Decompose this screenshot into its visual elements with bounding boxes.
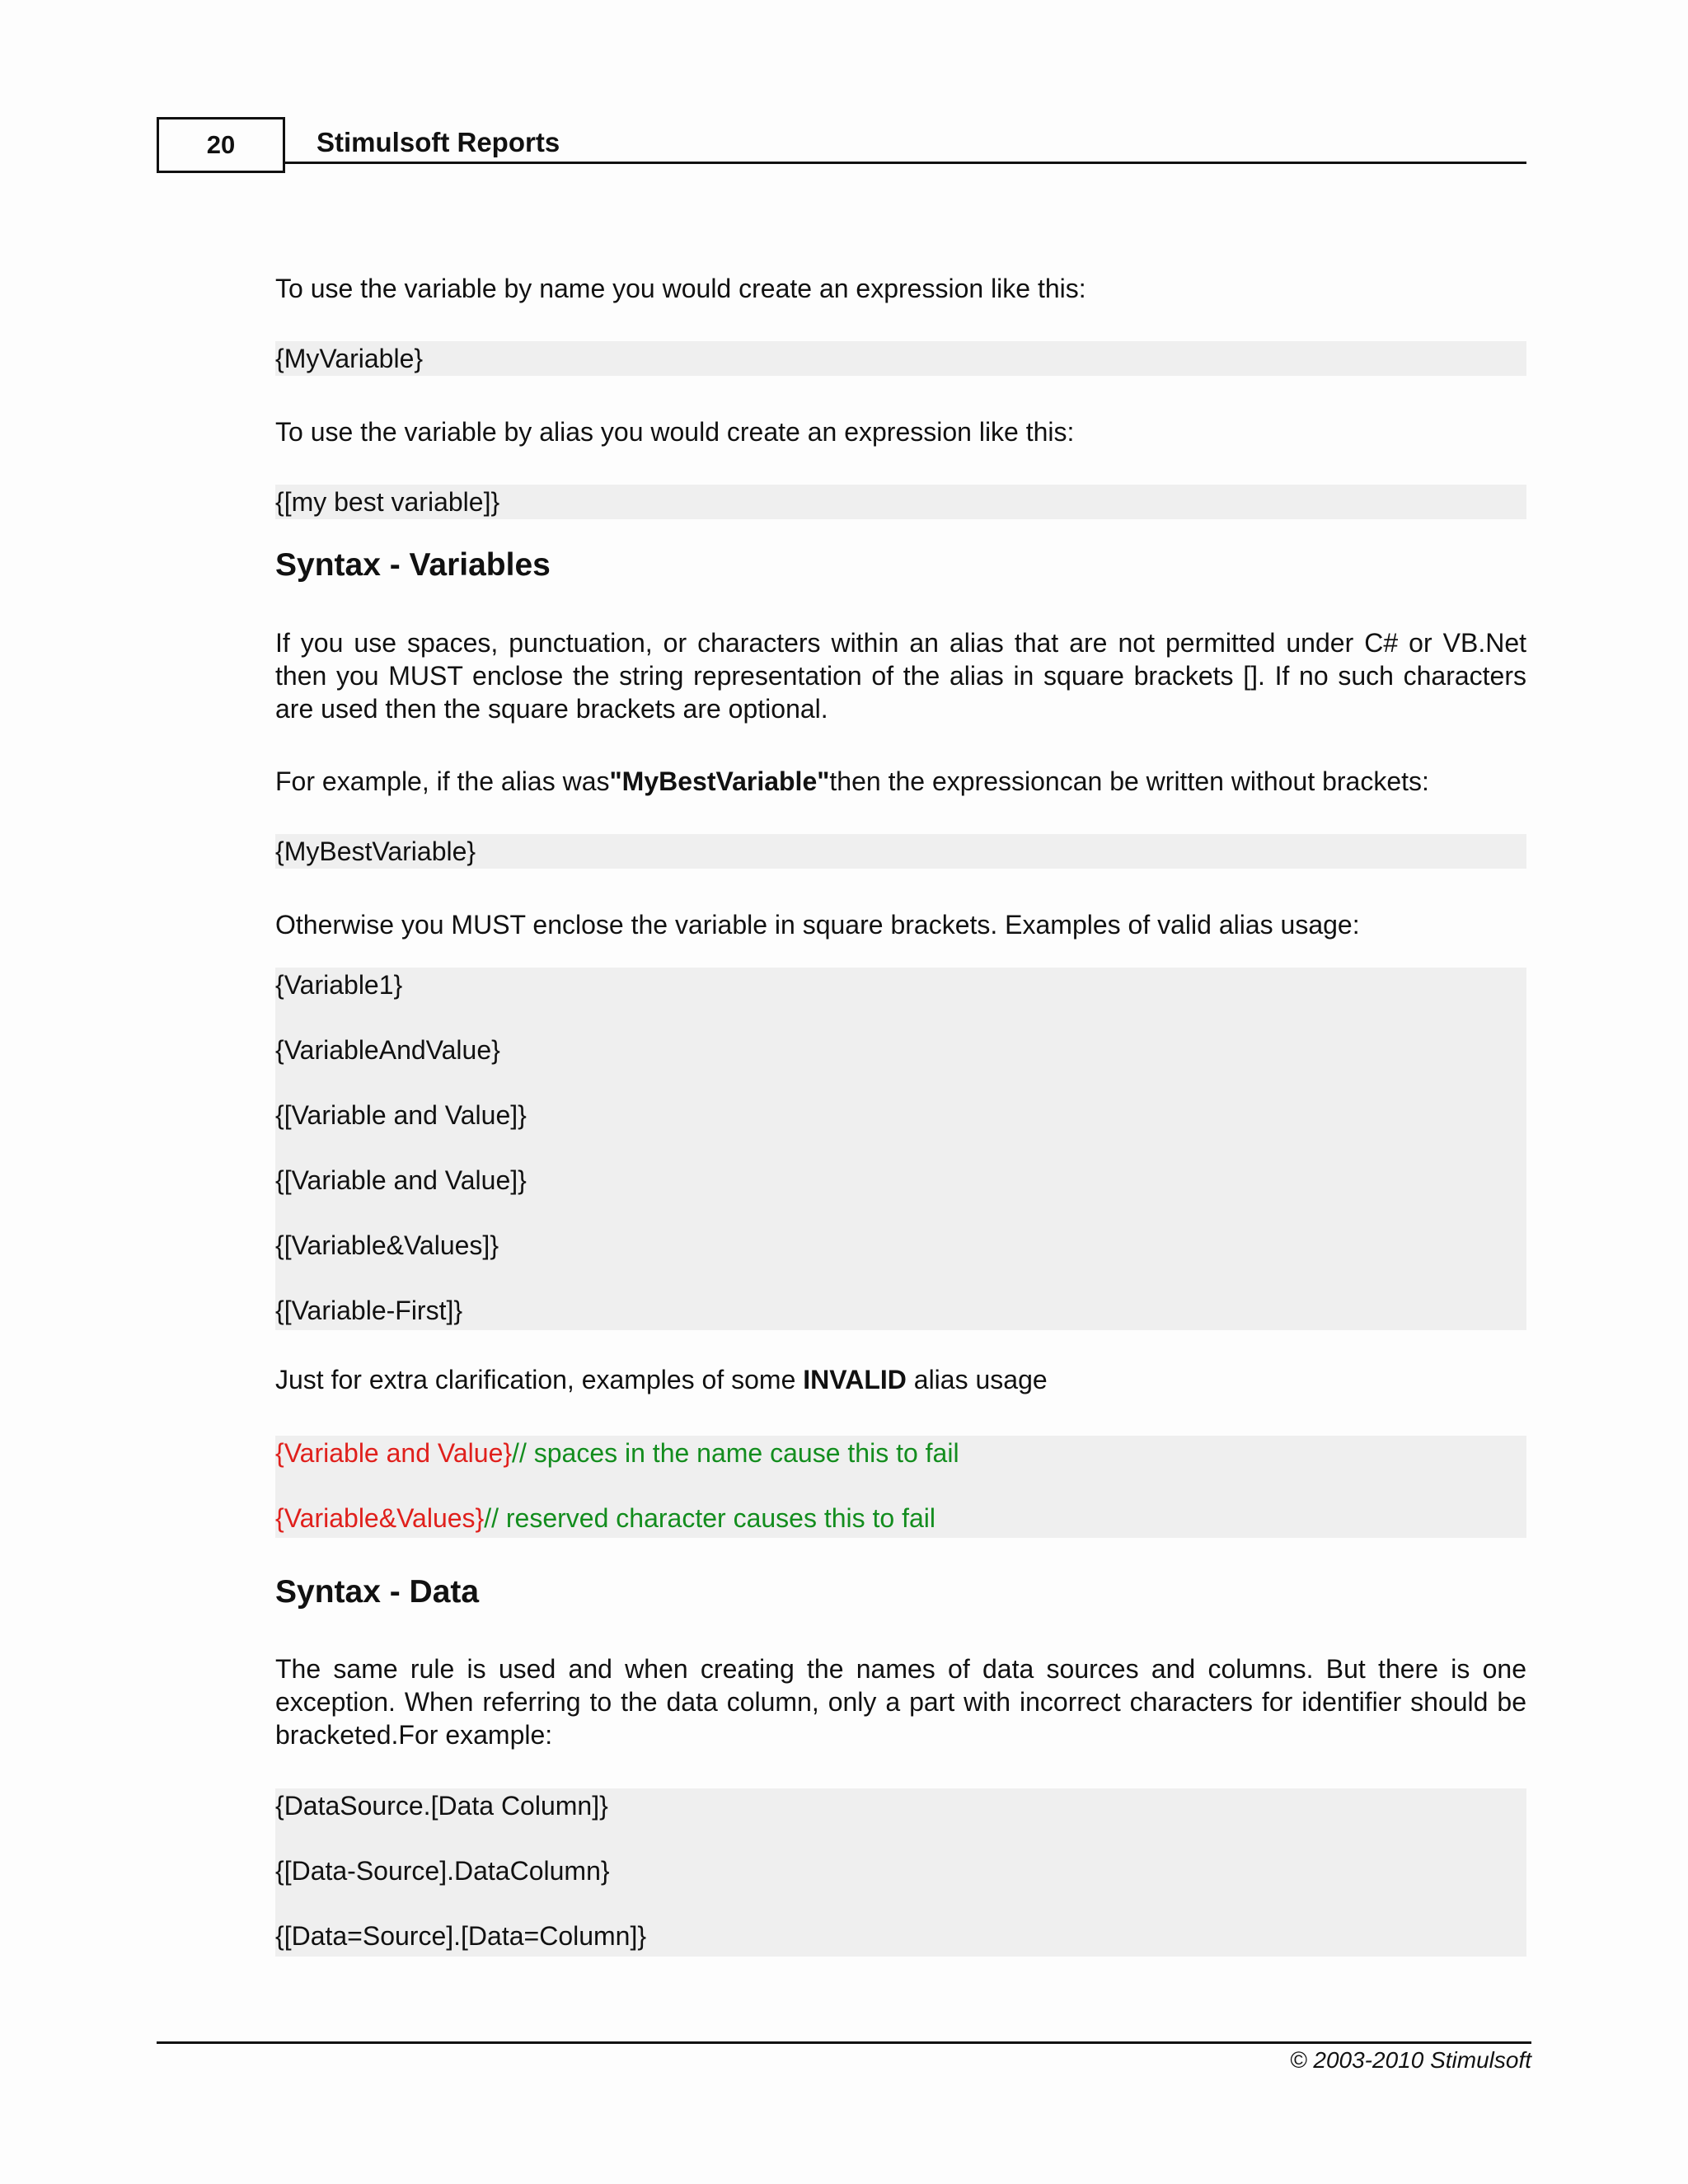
code-box-invalid-examples bbox=[275, 1436, 1526, 1538]
code-line: {Variable1} bbox=[275, 970, 403, 1000]
code-line: {MyBestVariable} bbox=[275, 837, 476, 866]
invalid-example-line bbox=[275, 1436, 959, 1469]
page-number-box bbox=[157, 117, 285, 173]
text-part: alias usage bbox=[906, 1365, 1048, 1394]
invalid-code: {Variable&Values} bbox=[275, 1503, 485, 1533]
paragraph-by-name: To use the variable by name you would create an expression like this: bbox=[275, 274, 1086, 303]
code-box-valid-examples bbox=[275, 968, 1526, 1330]
text-part: Just for extra clarification, examples of some bbox=[275, 1365, 804, 1394]
code-line: {[Data-Source].DataColumn} bbox=[275, 1856, 610, 1886]
code-box-mybestvariable bbox=[275, 834, 1526, 869]
header-rule bbox=[285, 162, 1526, 164]
invalid-example-line bbox=[275, 1502, 935, 1535]
invalid-code: {Variable and Value} bbox=[275, 1438, 513, 1468]
bold-invalid: INVALID bbox=[803, 1365, 907, 1394]
code-box-myvariable bbox=[275, 341, 1526, 376]
code-comment: // spaces in the name cause this to fail bbox=[512, 1438, 959, 1468]
paragraph-by-alias: To use the variable by alias you would create an expression like this: bbox=[275, 417, 1075, 447]
page-number: 20 bbox=[206, 130, 236, 159]
code-line: {[Data=Source].[Data=Column]} bbox=[275, 1921, 647, 1951]
paragraph-invalid-usage bbox=[275, 1363, 1526, 1396]
paragraph-example-alias bbox=[275, 765, 1526, 798]
bold-alias: "MyBestVariable" bbox=[609, 766, 830, 796]
paragraph-brackets-rule: If you use spaces, punctuation, or characters within an alias that are not permitted under C# or VB.Net then you MUST enclose the string representation of the alias in square brackets []. If no such characters are used then the square brackets are optional. bbox=[275, 628, 1526, 724]
code-box-data-examples bbox=[275, 1788, 1526, 1957]
code-line: {[my best variable]} bbox=[275, 487, 500, 517]
code-comment: // reserved character causes this to fail bbox=[484, 1503, 936, 1533]
code-line: {[Variable and Value]} bbox=[275, 1165, 527, 1195]
footer-copyright: © 2003-2010 Stimulsoft bbox=[1289, 2047, 1531, 2073]
header-title: Stimulsoft Reports bbox=[316, 127, 560, 157]
code-line: {[Variable-First]} bbox=[275, 1296, 463, 1325]
text-part: then the expressioncan be written without brackets: bbox=[829, 766, 1429, 796]
paragraph-data-rule: The same rule is used and when creating the names of data sources and columns. But there is one exception. When referring to the data column, only a part with incorrect characters for identifier should be bracketed.For example: bbox=[275, 1654, 1526, 1750]
heading-syntax-variables: Syntax - Variables bbox=[275, 547, 551, 583]
code-line: {DataSource.[Data Column]} bbox=[275, 1791, 608, 1821]
code-line: {[Variable and Value]} bbox=[275, 1100, 527, 1130]
heading-syntax-data: Syntax - Data bbox=[275, 1574, 480, 1610]
text-part: For example, if the alias was bbox=[275, 766, 610, 796]
paragraph-valid-usage: Otherwise you MUST enclose the variable in square brackets. Examples of valid alias usage: bbox=[275, 910, 1360, 940]
code-line: {VariableAndValue} bbox=[275, 1035, 500, 1065]
footer-rule bbox=[157, 2041, 1531, 2044]
code-line: {[Variable&Values]} bbox=[275, 1230, 499, 1260]
code-line: {MyVariable} bbox=[275, 344, 424, 373]
code-box-alias bbox=[275, 485, 1526, 519]
